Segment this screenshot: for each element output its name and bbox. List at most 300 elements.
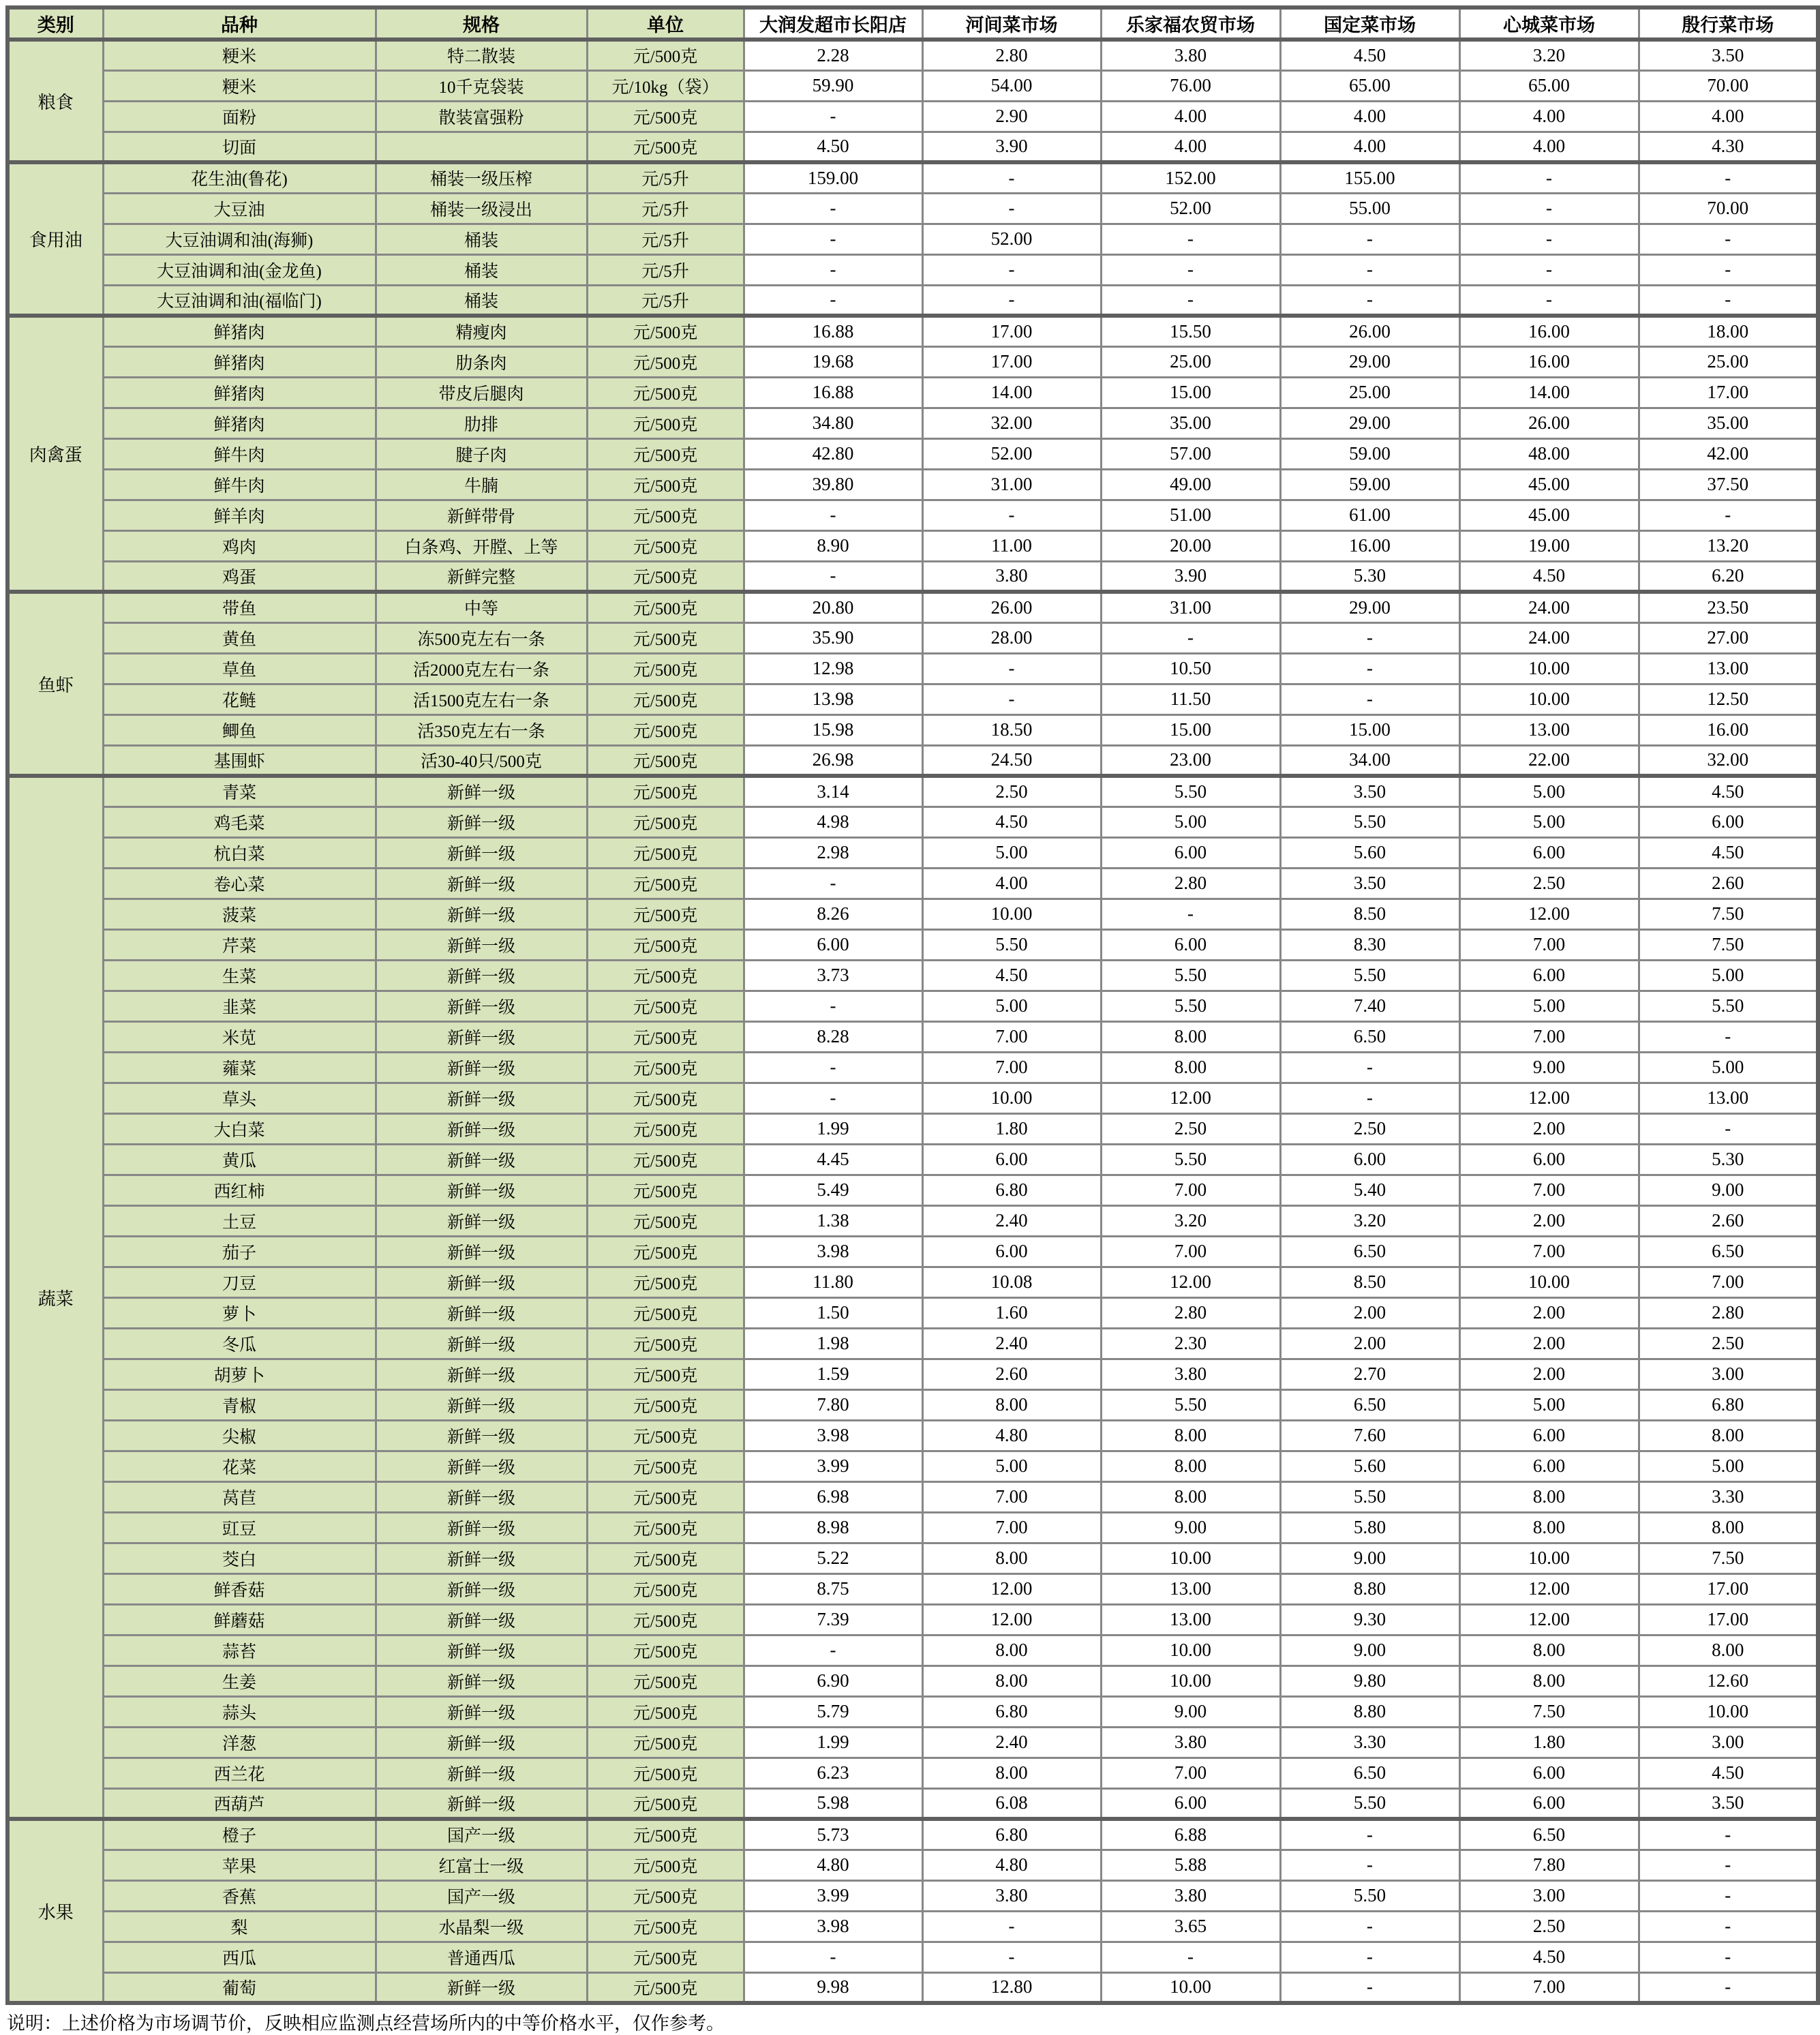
price-cell: 7.60 <box>1280 1420 1459 1451</box>
price-cell: - <box>1639 254 1818 285</box>
price-cell: 7.00 <box>922 1481 1101 1512</box>
price-cell: 5.30 <box>1280 561 1459 592</box>
price-cell: 10.00 <box>1459 1267 1639 1297</box>
spec-cell: 新鲜一级 <box>376 1635 587 1665</box>
price-cell: - <box>1639 1850 1818 1880</box>
price-cell: - <box>744 193 922 224</box>
variety-cell: 卷心菜 <box>103 868 376 899</box>
price-cell: - <box>744 254 922 285</box>
price-cell: 3.80 <box>922 561 1101 592</box>
table-row <box>7 285 1818 316</box>
variety-cell: 胡萝卜 <box>103 1359 376 1389</box>
table-row <box>7 40 1818 70</box>
variety-cell: 苹果 <box>103 1850 376 1880</box>
category-cell: 鱼虾 <box>7 592 103 776</box>
price-cell: 4.80 <box>922 1420 1101 1451</box>
price-cell: 2.98 <box>744 837 922 868</box>
price-cell: 20.00 <box>1101 530 1280 561</box>
header-row <box>7 7 1818 40</box>
price-cell: 5.60 <box>1280 1451 1459 1481</box>
price-cell: 2.60 <box>1639 868 1818 899</box>
price-cell: 7.00 <box>1459 1021 1639 1052</box>
variety-cell: 切面 <box>103 132 376 162</box>
market-price-sheet <box>5 5 1816 2035</box>
price-cell: 4.50 <box>922 807 1101 837</box>
price-cell: 2.70 <box>1280 1359 1459 1389</box>
price-cell: 11.00 <box>922 530 1101 561</box>
price-cell: 8.90 <box>744 530 922 561</box>
price-cell: 9.00 <box>1280 1543 1459 1573</box>
price-cell: 13.00 <box>1639 653 1818 684</box>
price-cell: 32.00 <box>1639 745 1818 776</box>
price-cell: 6.50 <box>1280 1236 1459 1267</box>
spec-cell: 新鲜带骨 <box>376 500 587 530</box>
unit-cell: 元/500克 <box>587 745 744 776</box>
unit-cell: 元/500克 <box>587 438 744 469</box>
price-cell: 45.00 <box>1459 500 1639 530</box>
table-row <box>7 193 1818 224</box>
table-row <box>7 1420 1818 1451</box>
unit-cell: 元/500克 <box>587 1635 744 1665</box>
unit-cell: 元/500克 <box>587 1328 744 1359</box>
price-cell: 6.08 <box>922 1788 1101 1819</box>
table-row <box>7 1758 1818 1788</box>
price-cell: 17.00 <box>1639 377 1818 408</box>
price-cell: - <box>1280 1850 1459 1880</box>
variety-cell: 萝卜 <box>103 1297 376 1328</box>
price-cell: 16.88 <box>744 377 922 408</box>
unit-cell: 元/500克 <box>587 469 744 500</box>
price-cell: 48.00 <box>1459 438 1639 469</box>
variety-cell: 花鲢 <box>103 684 376 714</box>
table-row <box>7 1267 1818 1297</box>
price-cell: 2.00 <box>1459 1328 1639 1359</box>
price-cell: 15.00 <box>1101 714 1280 745</box>
price-cell: 4.80 <box>744 1850 922 1880</box>
price-cell: 8.00 <box>1101 1052 1280 1083</box>
price-cell: 27.00 <box>1639 622 1818 653</box>
spec-cell: 精瘦肉 <box>376 316 587 346</box>
price-cell: 7.39 <box>744 1604 922 1635</box>
table-row <box>7 162 1818 193</box>
spec-cell: 新鲜一级 <box>376 1205 587 1236</box>
price-cell: - <box>1639 1880 1818 1911</box>
price-cell: 6.50 <box>1459 1819 1639 1850</box>
price-cell: 4.00 <box>1280 101 1459 132</box>
variety-cell: 茄子 <box>103 1236 376 1267</box>
price-cell: 8.00 <box>1639 1420 1818 1451</box>
price-cell: 159.00 <box>744 162 922 193</box>
price-cell: 5.30 <box>1639 1144 1818 1175</box>
price-cell: 3.99 <box>744 1880 922 1911</box>
price-cell: - <box>1280 622 1459 653</box>
unit-cell: 元/500克 <box>587 101 744 132</box>
price-cell: 7.50 <box>1639 899 1818 929</box>
price-cell: 7.00 <box>922 1512 1101 1543</box>
table-row <box>7 714 1818 745</box>
table-row <box>7 1512 1818 1543</box>
price-cell: 10.00 <box>1101 1543 1280 1573</box>
spec-cell: 新鲜一级 <box>376 899 587 929</box>
price-cell: 4.50 <box>1639 776 1818 807</box>
price-cell: 42.00 <box>1639 438 1818 469</box>
unit-cell: 元/500克 <box>587 1696 744 1727</box>
unit-cell: 元/500克 <box>587 592 744 622</box>
unit-cell: 元/500克 <box>587 1573 744 1604</box>
unit-cell: 元/500克 <box>587 1604 744 1635</box>
price-cell: 6.20 <box>1639 561 1818 592</box>
price-cell: 10.00 <box>922 1083 1101 1113</box>
table-row <box>7 1389 1818 1420</box>
price-cell: - <box>1459 254 1639 285</box>
table-row <box>7 1819 1818 1850</box>
price-cell: 8.00 <box>1101 1420 1280 1451</box>
spec-cell: 中等 <box>376 592 587 622</box>
spec-cell: 新鲜一级 <box>376 1665 587 1696</box>
price-cell: 8.00 <box>922 1635 1101 1665</box>
price-cell: 9.00 <box>1459 1052 1639 1083</box>
price-cell: 6.23 <box>744 1758 922 1788</box>
variety-cell: 鲫鱼 <box>103 714 376 745</box>
spec-cell: 新鲜一级 <box>376 1972 587 2003</box>
spec-cell: 白条鸡、开膛、上等 <box>376 530 587 561</box>
price-cell: 39.80 <box>744 469 922 500</box>
price-cell: 31.00 <box>1101 592 1280 622</box>
price-cell: 7.00 <box>1101 1758 1280 1788</box>
price-cell: 14.00 <box>922 377 1101 408</box>
price-cell: 2.00 <box>1459 1297 1639 1328</box>
spec-cell: 桶装 <box>376 254 587 285</box>
unit-cell: 元/500克 <box>587 991 744 1021</box>
price-cell: 55.00 <box>1280 193 1459 224</box>
unit-cell: 元/5升 <box>587 285 744 316</box>
price-cell: 8.00 <box>1459 1512 1639 1543</box>
price-cell: 4.00 <box>1101 101 1280 132</box>
price-cell: - <box>744 1052 922 1083</box>
price-cell: 9.00 <box>1639 1175 1818 1205</box>
price-cell: 9.80 <box>1280 1665 1459 1696</box>
variety-cell: 香蕉 <box>103 1880 376 1911</box>
table-row <box>7 500 1818 530</box>
price-cell: 52.00 <box>922 438 1101 469</box>
unit-cell: 元/500克 <box>587 1420 744 1451</box>
price-cell: 3.00 <box>1639 1727 1818 1758</box>
price-cell: - <box>1639 1021 1818 1052</box>
price-cell: 8.00 <box>1459 1635 1639 1665</box>
price-cell: 35.90 <box>744 622 922 653</box>
price-cell: 8.98 <box>744 1512 922 1543</box>
column-header-market-2: 河间菜市场 <box>922 7 1101 40</box>
price-cell: 3.14 <box>744 776 922 807</box>
price-cell: 5.50 <box>1101 960 1280 991</box>
price-cell: 18.00 <box>1639 316 1818 346</box>
price-cell: 13.00 <box>1101 1604 1280 1635</box>
price-cell: 3.50 <box>1639 40 1818 70</box>
spec-cell: 新鲜完整 <box>376 561 587 592</box>
price-cell: 6.00 <box>1101 1788 1280 1819</box>
price-cell: 59.00 <box>1280 438 1459 469</box>
price-cell: - <box>1280 1911 1459 1942</box>
variety-cell: 米苋 <box>103 1021 376 1052</box>
price-cell: 26.00 <box>1280 316 1459 346</box>
price-cell: 10.00 <box>922 899 1101 929</box>
price-cell: - <box>1101 254 1280 285</box>
column-header-variety: 品种 <box>103 7 376 40</box>
price-cell: - <box>1280 1052 1459 1083</box>
price-cell: 6.00 <box>1459 1144 1639 1175</box>
price-cell: 2.60 <box>1639 1205 1818 1236</box>
variety-cell: 莴苣 <box>103 1481 376 1512</box>
price-cell: 23.00 <box>1101 745 1280 776</box>
price-cell: - <box>922 193 1101 224</box>
category-cell: 肉禽蛋 <box>7 316 103 592</box>
price-cell: 12.00 <box>1101 1267 1280 1297</box>
price-cell: 34.80 <box>744 408 922 438</box>
price-cell: 4.50 <box>1639 1758 1818 1788</box>
price-cell: 5.50 <box>1639 991 1818 1021</box>
price-cell: - <box>744 1942 922 1972</box>
unit-cell: 元/500克 <box>587 1972 744 2003</box>
table-row <box>7 1083 1818 1113</box>
price-cell: 9.00 <box>1101 1696 1280 1727</box>
table-row <box>7 1451 1818 1481</box>
unit-cell: 元/500克 <box>587 1205 744 1236</box>
price-cell: 52.00 <box>922 224 1101 254</box>
price-cell: - <box>1280 254 1459 285</box>
price-cell: 12.80 <box>922 1972 1101 2003</box>
price-cell: 29.00 <box>1280 346 1459 377</box>
table-row <box>7 929 1818 960</box>
price-cell: 59.90 <box>744 70 922 101</box>
variety-cell: 花菜 <box>103 1451 376 1481</box>
unit-cell: 元/500克 <box>587 899 744 929</box>
variety-cell: 草头 <box>103 1083 376 1113</box>
price-cell: 8.00 <box>1459 1665 1639 1696</box>
price-cell: 2.50 <box>1280 1113 1459 1144</box>
table-row <box>7 960 1818 991</box>
price-cell: 6.00 <box>1459 960 1639 991</box>
price-cell: 17.00 <box>1639 1573 1818 1604</box>
spec-cell: 新鲜一级 <box>376 991 587 1021</box>
table-row <box>7 684 1818 714</box>
price-cell: 70.00 <box>1639 70 1818 101</box>
price-cell: 12.00 <box>1459 1604 1639 1635</box>
price-cell: 6.00 <box>1459 1451 1639 1481</box>
price-cell: 8.00 <box>922 1543 1101 1573</box>
price-cell: 13.00 <box>1639 1083 1818 1113</box>
column-header-spec: 规格 <box>376 7 587 40</box>
price-cell: 1.99 <box>744 1727 922 1758</box>
price-cell: 4.50 <box>1459 1942 1639 1972</box>
price-cell: 3.50 <box>1280 776 1459 807</box>
price-cell: 5.00 <box>1639 960 1818 991</box>
column-header-market-5: 心城菜市场 <box>1459 7 1639 40</box>
unit-cell: 元/500克 <box>587 530 744 561</box>
price-cell: 70.00 <box>1639 193 1818 224</box>
price-cell: 9.98 <box>744 1972 922 2003</box>
price-cell: 2.50 <box>1459 868 1639 899</box>
unit-cell: 元/500克 <box>587 316 744 346</box>
spec-cell: 红富士一级 <box>376 1850 587 1880</box>
price-cell: 7.00 <box>1459 1175 1639 1205</box>
spec-cell: 新鲜一级 <box>376 776 587 807</box>
price-cell: 10.00 <box>1101 1972 1280 2003</box>
price-cell: 4.30 <box>1639 132 1818 162</box>
price-cell: 7.50 <box>1639 1543 1818 1573</box>
price-cell: 12.60 <box>1639 1665 1818 1696</box>
price-cell: 13.00 <box>1459 714 1639 745</box>
unit-cell: 元/500克 <box>587 1175 744 1205</box>
unit-cell: 元/500克 <box>587 1083 744 1113</box>
table-row <box>7 224 1818 254</box>
price-cell: 6.80 <box>922 1819 1101 1850</box>
price-cell: 2.30 <box>1101 1328 1280 1359</box>
price-cell: - <box>922 285 1101 316</box>
footnote: 说明：上述价格为市场调节价，反映相应监测点经营场所内的中等价格水平，仅作参考。 <box>7 2013 725 2034</box>
price-cell: 10.08 <box>922 1267 1101 1297</box>
variety-cell: 花生油(鲁花) <box>103 162 376 193</box>
price-cell: 4.50 <box>922 960 1101 991</box>
price-cell: 5.50 <box>922 929 1101 960</box>
price-cell: 37.50 <box>1639 469 1818 500</box>
price-cell: 24.00 <box>1459 622 1639 653</box>
spec-cell: 活1500克左右一条 <box>376 684 587 714</box>
table-row <box>7 837 1818 868</box>
unit-cell: 元/500克 <box>587 377 744 408</box>
price-cell: - <box>922 1911 1101 1942</box>
unit-cell: 元/500克 <box>587 132 744 162</box>
price-cell: 6.00 <box>1101 837 1280 868</box>
price-cell: 12.50 <box>1639 684 1818 714</box>
unit-cell: 元/500克 <box>587 1942 744 1972</box>
price-cell: - <box>744 561 922 592</box>
price-cell: 8.80 <box>1280 1696 1459 1727</box>
variety-cell: 生姜 <box>103 1665 376 1696</box>
price-cell: - <box>744 500 922 530</box>
table-row <box>7 776 1818 807</box>
price-cell: 7.00 <box>1459 1972 1639 2003</box>
price-cell: 6.00 <box>744 929 922 960</box>
variety-cell: 梨 <box>103 1911 376 1942</box>
variety-cell: 粳米 <box>103 40 376 70</box>
spec-cell: 新鲜一级 <box>376 1573 587 1604</box>
price-cell: 2.40 <box>922 1328 1101 1359</box>
price-cell: 3.20 <box>1101 1205 1280 1236</box>
price-cell: 3.30 <box>1639 1481 1818 1512</box>
price-cell: 8.00 <box>922 1665 1101 1696</box>
table-row <box>7 316 1818 346</box>
price-cell: 6.00 <box>1459 1758 1639 1788</box>
price-cell: 2.50 <box>1459 1911 1639 1942</box>
unit-cell: 元/500克 <box>587 807 744 837</box>
column-header-unit: 单位 <box>587 7 744 40</box>
price-cell: 9.00 <box>1101 1512 1280 1543</box>
spec-cell: 新鲜一级 <box>376 837 587 868</box>
price-cell: - <box>1280 1819 1459 1850</box>
spec-cell: 牛腩 <box>376 469 587 500</box>
unit-cell: 元/500克 <box>587 1144 744 1175</box>
price-cell: 2.80 <box>1101 1297 1280 1328</box>
table-row <box>7 1543 1818 1573</box>
price-cell: - <box>744 101 922 132</box>
price-cell: 26.98 <box>744 745 922 776</box>
variety-cell: 葡萄 <box>103 1972 376 2003</box>
table-row <box>7 530 1818 561</box>
variety-cell: 鲜猪肉 <box>103 377 376 408</box>
spec-cell: 肋条肉 <box>376 346 587 377</box>
price-cell: 12.00 <box>1459 1083 1639 1113</box>
price-cell: - <box>1101 1942 1280 1972</box>
price-cell: 5.00 <box>922 1451 1101 1481</box>
table-row <box>7 1573 1818 1604</box>
price-cell: 6.00 <box>1459 1788 1639 1819</box>
price-cell: 8.00 <box>922 1389 1101 1420</box>
unit-cell: 元/500克 <box>587 714 744 745</box>
price-cell: 61.00 <box>1280 500 1459 530</box>
price-cell: 5.88 <box>1101 1850 1280 1880</box>
variety-cell: 生菜 <box>103 960 376 991</box>
price-cell: 65.00 <box>1280 70 1459 101</box>
column-header-market-6: 殷行菜市场 <box>1639 7 1818 40</box>
price-cell: - <box>1280 1942 1459 1972</box>
price-cell: 5.22 <box>744 1543 922 1573</box>
spec-cell: 新鲜一级 <box>376 1113 587 1144</box>
price-cell: 8.50 <box>1280 1267 1459 1297</box>
price-cell: 2.00 <box>1280 1328 1459 1359</box>
price-cell: 15.98 <box>744 714 922 745</box>
price-cell: 42.80 <box>744 438 922 469</box>
unit-cell: 元/500克 <box>587 622 744 653</box>
spec-cell: 新鲜一级 <box>376 1788 587 1819</box>
price-cell: 76.00 <box>1101 70 1280 101</box>
price-cell: 13.20 <box>1639 530 1818 561</box>
price-cell: 8.28 <box>744 1021 922 1052</box>
price-cell: 7.00 <box>922 1052 1101 1083</box>
table-row <box>7 438 1818 469</box>
price-cell: 8.26 <box>744 899 922 929</box>
unit-cell: 元/500克 <box>587 1052 744 1083</box>
price-cell: 57.00 <box>1101 438 1280 469</box>
spec-cell: 水晶梨一级 <box>376 1911 587 1942</box>
unit-cell: 元/5升 <box>587 224 744 254</box>
table-row <box>7 1635 1818 1665</box>
price-cell: 4.50 <box>1459 561 1639 592</box>
spec-cell: 冻500克左右一条 <box>376 622 587 653</box>
spec-cell: 新鲜一级 <box>376 1512 587 1543</box>
unit-cell: 元/500克 <box>587 1758 744 1788</box>
price-cell: 6.88 <box>1101 1819 1280 1850</box>
table-row <box>7 1052 1818 1083</box>
price-cell: 5.50 <box>1101 1389 1280 1420</box>
price-cell: 5.40 <box>1280 1175 1459 1205</box>
variety-cell: 大豆油调和油(金龙鱼) <box>103 254 376 285</box>
price-cell: 2.90 <box>922 101 1101 132</box>
price-cell: 2.80 <box>1639 1297 1818 1328</box>
price-cell: 5.49 <box>744 1175 922 1205</box>
price-cell: 11.80 <box>744 1267 922 1297</box>
price-cell: - <box>1639 162 1818 193</box>
price-cell: - <box>922 1942 1101 1972</box>
table-row <box>7 1297 1818 1328</box>
price-cell: 1.80 <box>922 1113 1101 1144</box>
price-cell: 10.00 <box>1101 1665 1280 1696</box>
price-cell: 7.00 <box>922 1021 1101 1052</box>
price-cell: 3.65 <box>1101 1911 1280 1942</box>
spec-cell: 新鲜一级 <box>376 1236 587 1267</box>
price-cell: 7.00 <box>1459 1236 1639 1267</box>
variety-cell: 鲜猪肉 <box>103 346 376 377</box>
table-row <box>7 1850 1818 1880</box>
